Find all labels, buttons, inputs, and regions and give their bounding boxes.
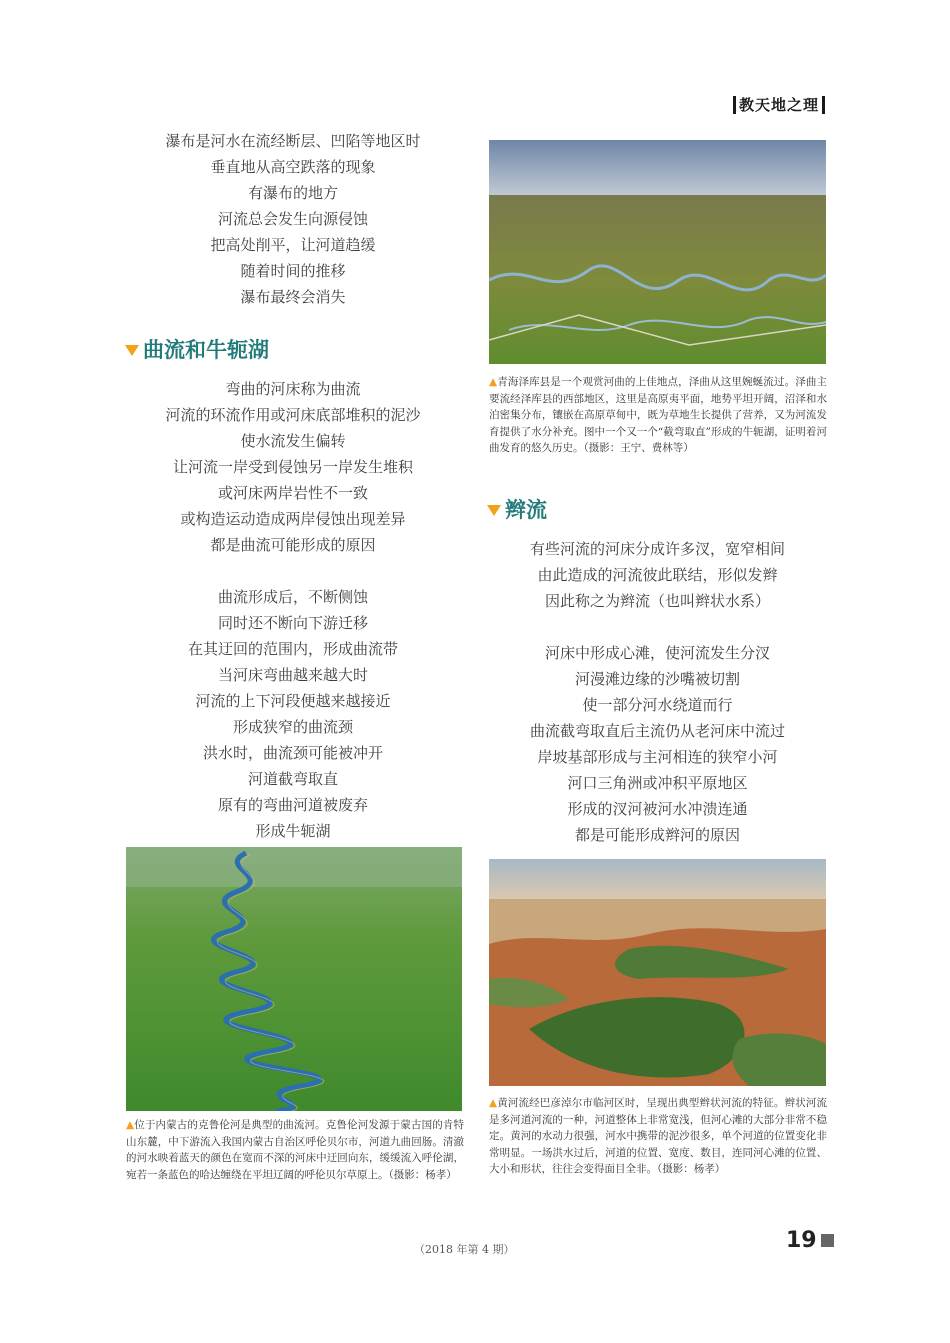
up-triangle-icon: ▲ [126,1119,135,1131]
poem-line: 河流总会发生向源侵蚀 [217,210,368,228]
poem-line: 河流的上下河段便越来越接近 [195,692,391,710]
poem-line: 同时还不断向下游迁移 [217,614,368,632]
section-title: 辫流 [505,498,547,522]
meander-poem-1 [128,376,458,558]
poem-line: 或构造运动造成两岸侵蚀出现差异 [180,510,406,528]
issue-label: （2018 年第 4 期） [414,1243,515,1256]
yellow-river-photo [489,859,826,1086]
poem-line: 河漫滩边缘的沙嘴被切割 [574,670,740,688]
poem-line: 让河流一岸受到侵蚀另一岸发生堆积 [172,458,413,476]
kerulen-photo-caption: ▲位于内蒙古的克鲁伦河是典型的曲流河。克鲁伦河发源于蒙古国的肯特山东麓，中下游流入我国内蒙古自治区呼伦贝尔市，河道九曲回肠。清澈的河水映着蓝天的颜色在宽而不深的河床中迂回向东，缓缓流入呼伦湖，宛若一条蓝色的哈达缠绕在平坦辽阔的呼伦贝尔草原上。（摄影：杨孝） [126,1119,464,1181]
down-triangle-icon [487,505,501,516]
poem-line: 把高处削平，让河道趋缓 [210,236,376,254]
square-icon [821,1234,834,1247]
poem-line: 河床中形成心滩，使河流发生分汊 [544,644,770,662]
poem-line: 河口三角洲或冲积平原地区 [567,774,748,792]
poem-line: 或河床两岸岩性不一致 [217,484,368,502]
poem-line: 都是曲流可能形成的原因 [210,536,376,554]
poem-line: 河流的环流作用或河床底部堆积的泥沙 [165,406,421,424]
poem-line: 垂直地从高空跌落的现象 [210,158,376,176]
column-tag: 教天地之理 [733,96,825,114]
zequ-photo-caption: ▲青海泽库县是一个观赏河曲的上佳地点，泽曲从这里婉蜒流过。泽曲主要流经泽库县的西部地区，这里是高原夷平面，地势平坦开阔，沼泽和水泊密集分布，镶嵌在高原草甸中，既为草地生长提供了营养，又为河流发育提供了水分补充。图中一个又一个“截弯取直”形成的牛轭湖，证明着河曲发育的悠久历史。（摄影：王宁、费林等） [489,376,827,454]
poem-line: 瀑布最终会消失 [240,288,346,306]
yellow-river-photo-caption: ▲黄河流经巴彦淖尔市临河区时，呈现出典型辫状河流的特征。辫状河流是多河道河流的一种，河道整体上非常宽浅，但河心滩的大部分非常不稳定。黄河的水动力很强，河水中携带的泥沙很多，单个河道的位置变化非常明显。一场洪水过后，河道的位置、宽度、数目，连同河心滩的位置、大小和形状，往往会变得面目全非。（摄影：杨孝） [489,1097,827,1175]
poem-line: 当河床弯曲越来越大时 [217,666,368,684]
poem-line: 使一部分河水绕道而行 [582,696,733,714]
section-heading-meander [125,336,269,364]
poem-line: 瀑布是河水在流经断层、凹陷等地区时 [165,132,421,150]
page-number-text: 19 [786,1228,817,1253]
kerulen-river-photo [126,847,462,1111]
zequ-river-photo [489,140,826,364]
poem-line: 在其迂回的范围内，形成曲流带 [187,640,398,658]
poem-line: 岸坡基部形成与主河相连的狭窄小河 [537,748,778,766]
poem-line: 有些河流的河床分成许多汊，宽窄相间 [529,540,785,558]
poem-line: 原有的弯曲河道被废弃 [217,796,368,814]
page-number [786,1228,834,1253]
poem-line: 使水流发生偏转 [240,432,346,450]
waterfall-poem [128,128,458,310]
poem-line: 有瀑布的地方 [247,184,338,202]
meander-poem-2 [128,584,458,844]
braided-poem-2 [489,640,826,848]
poem-line: 形成的汊河被河水冲溃连通 [567,800,748,818]
poem-line: 由此造成的河流彼此联结，形似发辫 [537,566,778,584]
poem-line: 形成牛轭湖 [255,822,331,840]
up-triangle-icon: ▲ [489,1097,498,1109]
poem-line: 河道截弯取直 [247,770,338,788]
poem-line: 都是可能形成辫河的原因 [574,826,740,844]
poem-line: 曲流形成后，不断侧蚀 [217,588,368,606]
section-heading-braided [487,496,547,524]
poem-line: 洪水时，曲流颈可能被冲开 [202,744,383,762]
section-title: 曲流和牛轭湖 [143,338,269,362]
poem-line: 弯曲的河床称为曲流 [225,380,361,398]
poem-line: 曲流截弯取直后主流仍从老河床中流过 [529,722,785,740]
poem-line: 因此称之为辫流（也叫辫状水系） [544,592,770,610]
poem-line: 形成狭窄的曲流颈 [232,718,353,736]
down-triangle-icon [125,345,139,356]
braided-poem-1 [489,536,826,614]
up-triangle-icon: ▲ [489,376,498,388]
poem-line: 随着时间的推移 [240,262,346,280]
